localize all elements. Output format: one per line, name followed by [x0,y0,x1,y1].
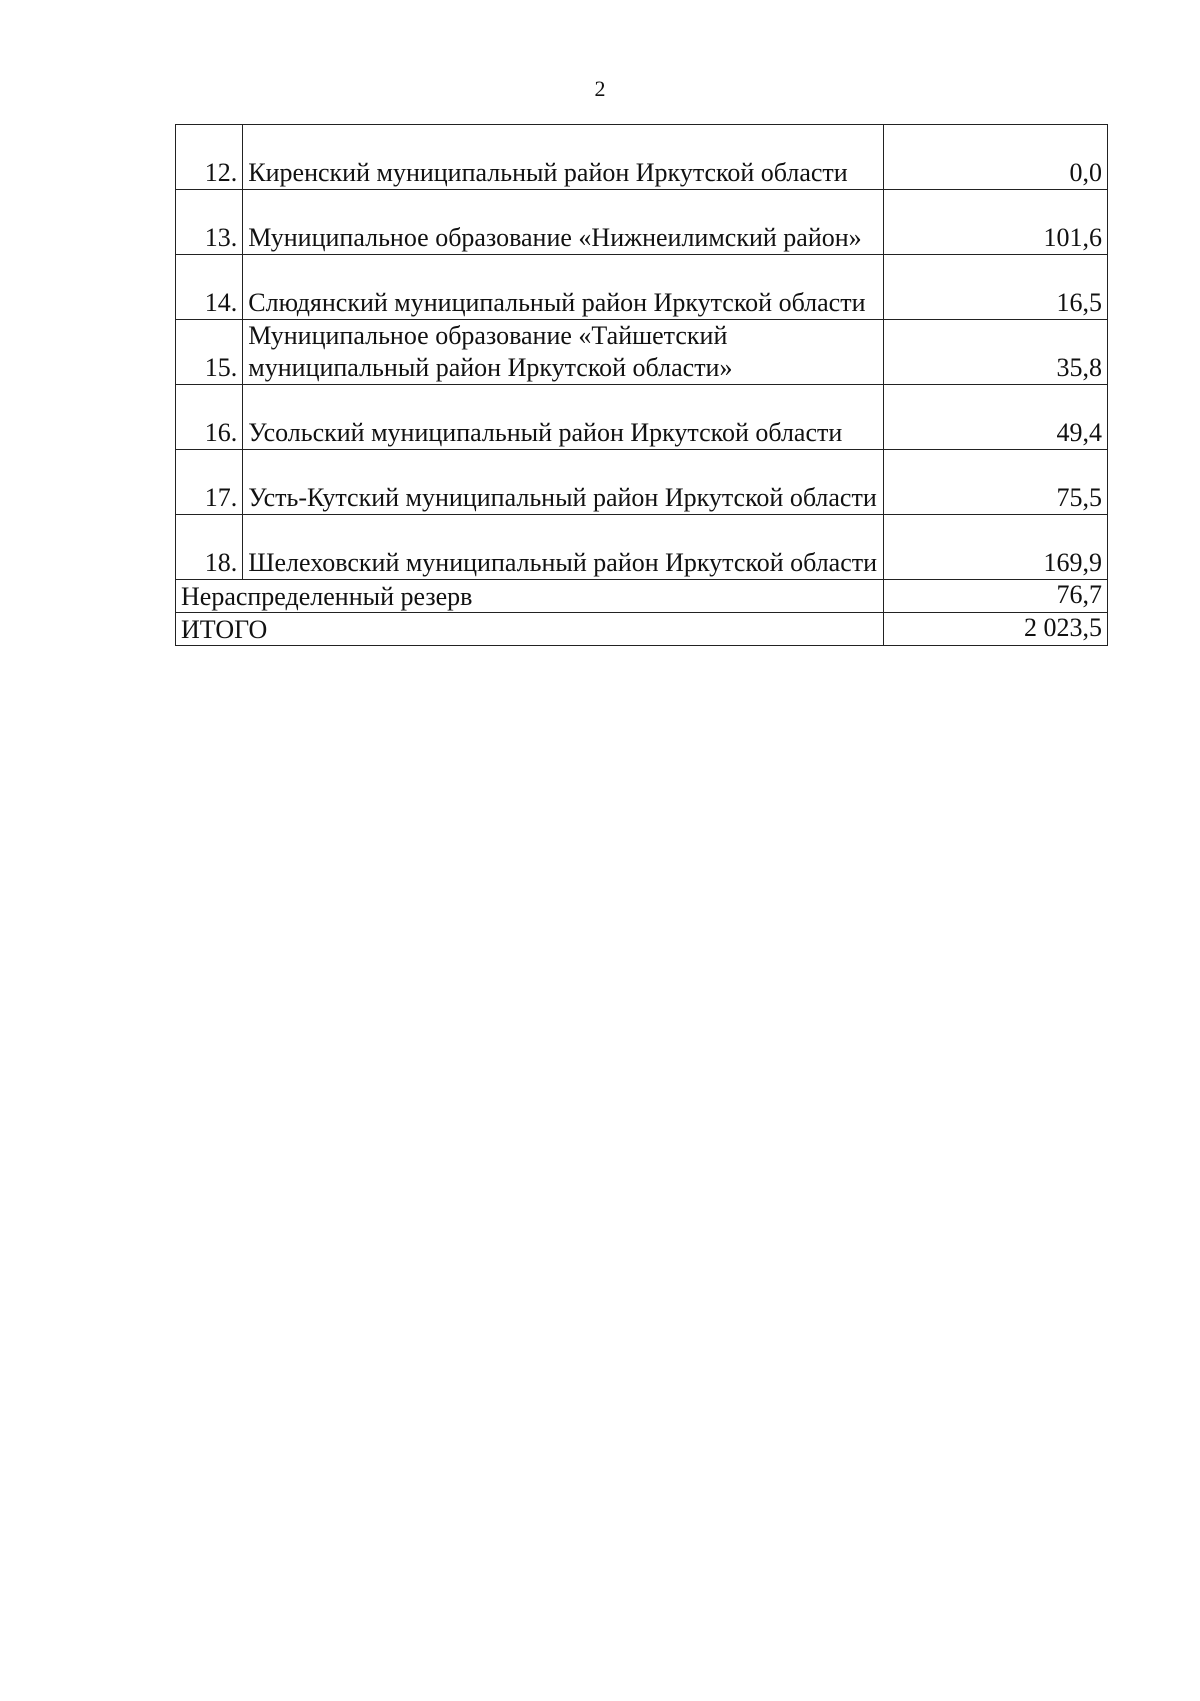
row-number: 17. [176,450,243,515]
page-number: 2 [594,76,606,101]
table-row [176,320,1108,385]
row-number: 12. [176,125,243,190]
row-amount: 101,6 [884,190,1108,255]
table-row [176,190,1108,255]
row-municipality-name: Киренский муниципальный район Иркутской области [243,125,884,190]
row-number: 13. [176,190,243,255]
row-number: 15. [176,320,243,385]
row-municipality-name: Усть-Кутский муниципальный район Иркутской области [243,450,884,515]
table-row [176,385,1108,450]
table-row [176,515,1108,580]
total-row [176,613,1108,646]
total-label: ИТОГО [176,613,884,646]
row-amount: 169,9 [884,515,1108,580]
row-amount: 49,4 [884,385,1108,450]
row-municipality-name: Шелеховский муниципальный район Иркутской области [243,515,884,580]
reserve-label: Нераспределенный резерв [176,580,884,613]
total-amount: 2 023,5 [884,613,1108,646]
row-municipality-name: Слюдянский муниципальный район Иркутской области [243,255,884,320]
reserve-amount: 76,7 [884,580,1108,613]
row-municipality-name: Муниципальное образование «Тайшетский муниципальный район Иркутской области» [243,320,884,385]
row-amount: 35,8 [884,320,1108,385]
row-amount: 0,0 [884,125,1108,190]
table-row [176,125,1108,190]
table-row [176,450,1108,515]
row-municipality-name: Усольский муниципальный район Иркутской области [243,385,884,450]
row-number: 14. [176,255,243,320]
row-number: 18. [176,515,243,580]
row-number: 16. [176,385,243,450]
row-amount: 16,5 [884,255,1108,320]
table-row [176,255,1108,320]
reserve-row [176,580,1108,613]
row-amount: 75,5 [884,450,1108,515]
allocation-table [175,124,1108,646]
row-municipality-name: Муниципальное образование «Нижнеилимский район» [243,190,884,255]
